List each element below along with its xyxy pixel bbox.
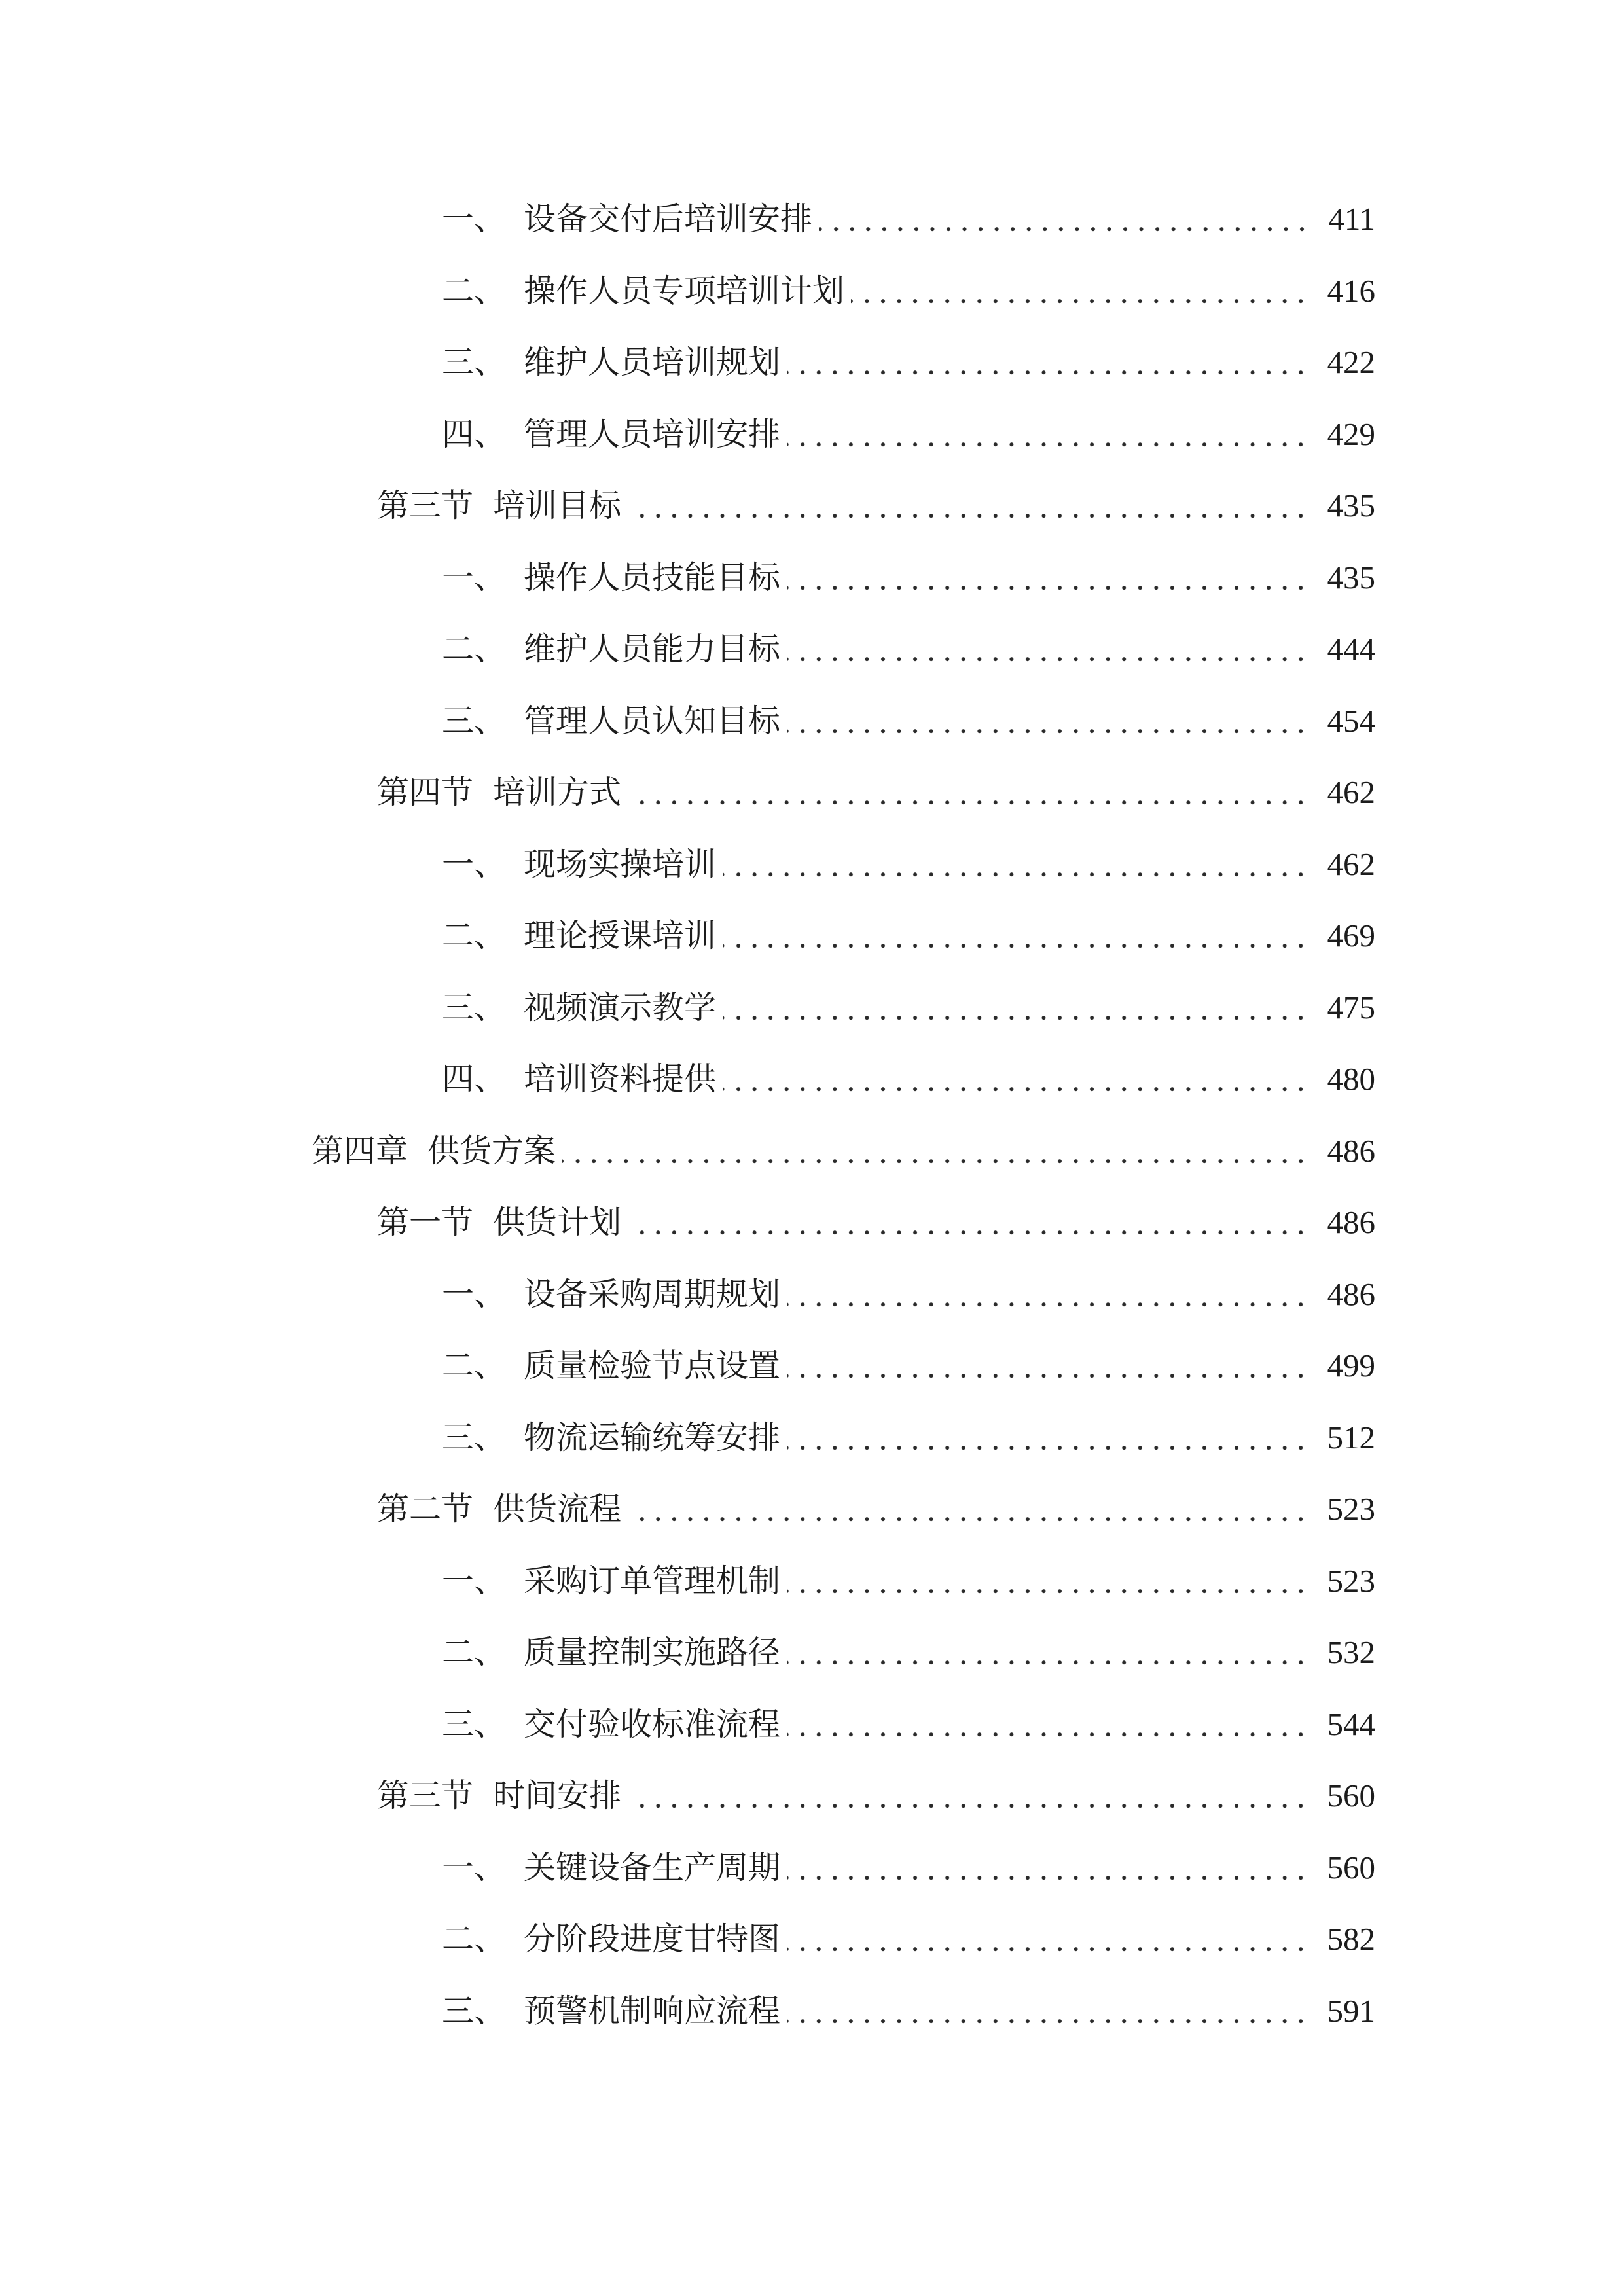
toc-item-number: 三、 [442,988,507,1026]
toc-section-entry[interactable] [0,757,1624,829]
dot-leader [723,920,1308,952]
toc-item-number: 三、 [442,1705,507,1743]
toc-item-title: 设备交付后培训安排 [524,200,813,238]
dot-leader [628,776,1308,808]
toc-chapter-title: 供货方案 [427,1132,556,1170]
toc-page-number: 435 [1327,559,1375,596]
toc-item-entry[interactable] [0,685,1624,757]
toc-item-entry[interactable] [0,1330,1624,1402]
dot-leader [787,633,1308,665]
toc-section-number: 第二节 [377,1490,474,1528]
dot-leader [787,1565,1308,1597]
toc-item-title: 视频演示教学 [524,988,717,1026]
toc-item-number: 三、 [442,344,507,382]
toc-page-number: 486 [1327,1204,1375,1241]
toc-page-number: 480 [1327,1061,1375,1098]
toc-page-number: 560 [1327,1778,1375,1814]
toc-item-entry[interactable] [0,1975,1624,2047]
toc-page-number: 475 [1327,989,1375,1026]
toc-item-entry[interactable] [0,399,1624,471]
toc-page-number: 435 [1327,488,1375,524]
toc-page-number: 429 [1327,416,1375,452]
toc-item-title: 设备采购周期规划 [524,1275,781,1313]
toc-item-title: 质量控制实施路径 [524,1634,781,1672]
table-of-contents [0,183,1624,2047]
toc-section-title: 时间安排 [493,1777,622,1815]
toc-section-entry[interactable] [0,1473,1624,1545]
toc-item-number: 一、 [442,200,507,238]
toc-item-title: 操作人员专项培训计划 [524,272,845,310]
dot-leader [787,418,1308,450]
dot-leader [787,1422,1308,1454]
toc-item-number: 三、 [442,1418,507,1456]
toc-section-title: 供货计划 [493,1204,622,1242]
toc-page-number: 512 [1327,1419,1375,1456]
toc-section-title: 培训目标 [493,487,622,525]
toc-item-title: 培训资料提供 [524,1060,717,1098]
toc-page-number: 591 [1327,1992,1375,2029]
dot-leader [723,1063,1308,1095]
toc-item-entry[interactable] [0,542,1624,614]
toc-item-entry[interactable] [0,1617,1624,1689]
toc-page-number: 560 [1327,1849,1375,1886]
dot-leader [723,848,1308,880]
dot-leader [628,490,1308,522]
toc-page-number: 416 [1327,272,1375,309]
toc-item-entry[interactable] [0,327,1624,399]
toc-item-number: 一、 [442,1848,507,1886]
toc-item-title: 维护人员能力目标 [524,630,781,668]
toc-page-number: 444 [1327,631,1375,668]
dot-leader [787,1852,1308,1884]
dot-leader [787,1278,1308,1310]
toc-section-number: 第四节 [377,774,474,812]
toc-item-entry[interactable] [0,829,1624,901]
dot-leader [851,275,1308,307]
toc-chapter-entry[interactable] [0,1115,1624,1187]
toc-page-number: 486 [1327,1132,1375,1169]
toc-item-number: 四、 [442,415,507,453]
toc-item-entry[interactable] [0,1545,1624,1617]
toc-section-title: 培训方式 [493,774,622,812]
toc-item-title: 质量检验节点设置 [524,1347,781,1385]
toc-page-number: 422 [1327,344,1375,381]
toc-page-number: 462 [1327,774,1375,811]
toc-item-number: 二、 [442,1920,507,1958]
toc-page-number: 523 [1327,1491,1375,1528]
dot-leader [787,1636,1308,1668]
toc-item-entry[interactable] [0,183,1624,255]
toc-page-number: 469 [1327,918,1375,954]
toc-item-entry[interactable] [0,1689,1624,1761]
toc-item-title: 现场实操培训 [524,845,717,883]
toc-page-number: 544 [1327,1706,1375,1742]
toc-item-number: 二、 [442,272,507,310]
toc-item-number: 一、 [442,558,507,596]
toc-item-entry[interactable] [0,1043,1624,1115]
toc-item-title: 操作人员技能目标 [524,558,781,596]
toc-item-title: 理论授课培训 [524,917,717,955]
toc-chapter-number: 第四章 [312,1132,408,1170]
toc-item-entry[interactable] [0,972,1624,1044]
toc-item-number: 二、 [442,1347,507,1385]
toc-page-number: 523 [1327,1562,1375,1599]
dot-leader [628,1780,1308,1812]
toc-item-number: 一、 [442,1562,507,1600]
toc-item-title: 交付验收标准流程 [524,1705,781,1743]
dot-leader [787,1923,1308,1955]
toc-item-number: 一、 [442,1275,507,1313]
toc-item-title: 物流运输统筹安排 [524,1418,781,1456]
toc-item-title: 维护人员培训规划 [524,344,781,382]
toc-page-number: 582 [1327,1921,1375,1958]
toc-item-number: 二、 [442,917,507,955]
toc-section-number: 第一节 [377,1204,474,1242]
dot-leader [562,1135,1308,1167]
dot-leader [819,203,1310,235]
toc-item-title: 采购订单管理机制 [524,1562,781,1600]
toc-item-number: 二、 [442,630,507,668]
toc-item-entry[interactable] [0,1259,1624,1331]
toc-page-number: 499 [1327,1348,1375,1384]
toc-item-number: 一、 [442,845,507,883]
toc-page-number: 454 [1327,702,1375,739]
dot-leader [628,1206,1308,1238]
toc-item-entry[interactable] [0,1903,1624,1975]
dot-leader [787,1708,1308,1740]
toc-item-title: 分阶段进度甘特图 [524,1920,781,1958]
dot-leader [787,1350,1308,1382]
toc-item-title: 关键设备生产周期 [524,1848,781,1886]
dot-leader [787,562,1308,594]
toc-section-number: 第三节 [377,487,474,525]
toc-item-title: 管理人员培训安排 [524,415,781,453]
dot-leader [723,992,1308,1024]
toc-item-number: 四、 [442,1060,507,1098]
toc-section-entry[interactable] [0,470,1624,542]
toc-item-number: 三、 [442,1992,507,2030]
toc-page-number: 411 [1328,201,1375,238]
toc-item-title: 管理人员认知目标 [524,702,781,740]
toc-item-entry[interactable] [0,613,1624,685]
toc-item-entry[interactable] [0,255,1624,327]
toc-item-number: 二、 [442,1634,507,1672]
dot-leader [628,1493,1308,1525]
dot-leader [787,1995,1308,2027]
toc-page-number: 462 [1327,846,1375,882]
toc-page-number: 532 [1327,1634,1375,1671]
toc-section-number: 第三节 [377,1777,474,1815]
toc-item-entry[interactable] [0,1832,1624,1904]
toc-item-number: 三、 [442,702,507,740]
toc-section-title: 供货流程 [493,1490,622,1528]
toc-section-entry[interactable] [0,1760,1624,1832]
toc-item-entry[interactable] [0,900,1624,972]
toc-page-number: 486 [1327,1276,1375,1312]
toc-item-entry[interactable] [0,1402,1624,1474]
toc-section-entry[interactable] [0,1187,1624,1259]
toc-item-title: 预警机制响应流程 [524,1992,781,2030]
dot-leader [787,705,1308,737]
dot-leader [787,346,1308,378]
